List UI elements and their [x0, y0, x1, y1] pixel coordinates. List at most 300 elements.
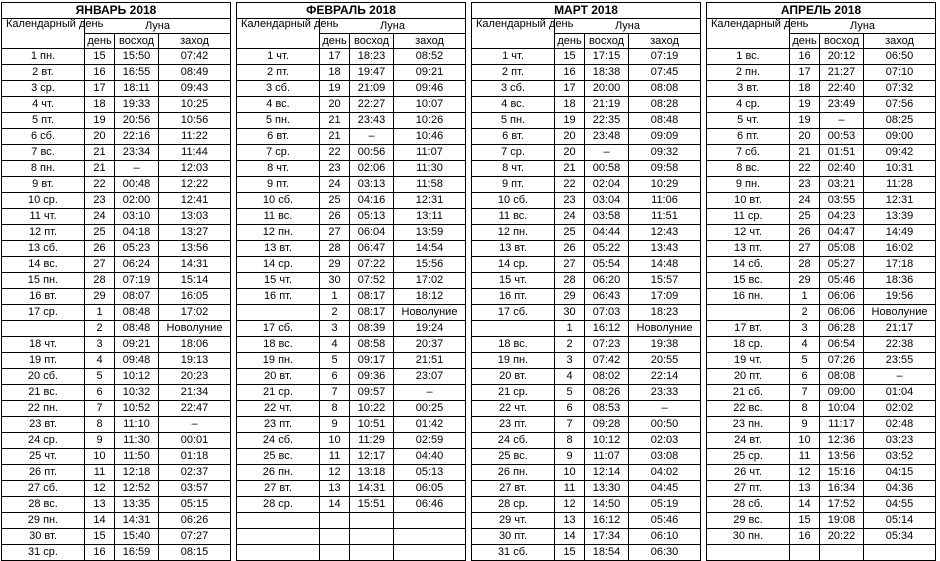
moonset-cell: 11:51 — [629, 209, 701, 225]
moonset-cell: 11:58 — [394, 177, 466, 193]
moonrise-cell — [350, 513, 394, 529]
calendar-day-cell: 8 вс. — [707, 161, 790, 177]
moonrise-cell: 06:06 — [820, 289, 864, 305]
calendar-day-cell: 9 вт. — [2, 177, 85, 193]
moonset-cell: 02:02 — [864, 401, 936, 417]
calendar-day-cell: 17 вт. — [707, 321, 790, 337]
table-row — [2, 177, 231, 193]
table-row — [472, 241, 701, 257]
moon-day-cell: 4 — [85, 353, 115, 369]
moonrise-cell: 09:36 — [350, 369, 394, 385]
moon-day-cell: 5 — [790, 353, 820, 369]
moonrise-cell: 16:55 — [115, 65, 159, 81]
calendar-day-cell: 27 вт. — [237, 481, 320, 497]
moonrise-cell: 11:50 — [115, 449, 159, 465]
moonset-cell: 21:34 — [159, 385, 231, 401]
moonset-cell: 23:07 — [394, 369, 466, 385]
moonrise-cell: 16:12 — [585, 321, 629, 337]
calendar-day-cell: 15 чт. — [472, 273, 555, 289]
calendar-day-cell: 24 сб. — [237, 433, 320, 449]
calendar-day-cell: 30 вт. — [2, 529, 85, 545]
table-row — [472, 257, 701, 273]
moon-day-cell: 19 — [320, 81, 350, 97]
calendar-day-cell: 8 пн. — [2, 161, 85, 177]
table-row — [2, 529, 231, 545]
moonrise-cell: 10:12 — [115, 369, 159, 385]
moonset-cell: 09:00 — [864, 129, 936, 145]
moon-day-cell: 21 — [555, 161, 585, 177]
moonrise-cell: 21:27 — [820, 65, 864, 81]
moon-header: Луна — [790, 19, 936, 34]
table-row — [472, 433, 701, 449]
moon-day-cell: 2 — [85, 321, 115, 337]
table-row — [2, 545, 231, 561]
calendar-day-cell: 17 сб. — [472, 305, 555, 321]
table-row — [237, 481, 466, 497]
table-row — [237, 369, 466, 385]
table-row — [707, 65, 936, 81]
moon-day-cell: 13 — [85, 497, 115, 513]
moonrise-cell: 06:28 — [820, 321, 864, 337]
calendar-day-cell: 17 сб. — [237, 321, 320, 337]
moonrise-cell: 04:23 — [820, 209, 864, 225]
moon-day-cell: 19 — [790, 113, 820, 129]
moon-day-cell: 30 — [555, 305, 585, 321]
moon-day-cell: 8 — [555, 433, 585, 449]
moonrise-cell: 22:35 — [585, 113, 629, 129]
moon-day-cell: 3 — [320, 321, 350, 337]
moonset-cell: 11:28 — [864, 177, 936, 193]
moon-day-cell: 8 — [320, 401, 350, 417]
month-block — [471, 2, 700, 561]
moonrise-cell: 12:14 — [585, 465, 629, 481]
moon-day-cell: 12 — [85, 481, 115, 497]
moonset-cell: 05:46 — [629, 513, 701, 529]
moonset-cell: 13:43 — [629, 241, 701, 257]
moonset-cell: – — [864, 369, 936, 385]
month-table — [706, 2, 936, 561]
table-row — [472, 369, 701, 385]
calendar-day-cell: 10 вт. — [707, 193, 790, 209]
moon-header: Луна — [85, 19, 231, 34]
moonset-cell: 19:13 — [159, 353, 231, 369]
moonrise-cell: 18:54 — [585, 545, 629, 561]
moon-day-cell: 14 — [790, 497, 820, 513]
moonrise-cell: 08:02 — [585, 369, 629, 385]
moon-day-cell: 5 — [85, 369, 115, 385]
moonrise-cell: 18:11 — [115, 81, 159, 97]
moon-day-cell: 5 — [320, 353, 350, 369]
moonrise-cell: 05:23 — [115, 241, 159, 257]
calendar-day-cell: 11 вс. — [472, 209, 555, 225]
calendar-day-cell: 16 пт. — [237, 289, 320, 305]
calendar-day-cell: 3 сб. — [237, 81, 320, 97]
table-row — [2, 337, 231, 353]
table-row — [2, 481, 231, 497]
moonset-cell: 18:36 — [864, 273, 936, 289]
moonrise-cell: 18:23 — [350, 49, 394, 65]
moonset-cell: 21:17 — [864, 321, 936, 337]
moon-day-cell: 16 — [555, 65, 585, 81]
moonset-cell: 19:24 — [394, 321, 466, 337]
moonset-cell: 10:07 — [394, 97, 466, 113]
moonrise-cell: 06:06 — [820, 305, 864, 321]
moonset-cell: 05:13 — [394, 465, 466, 481]
moon-day-cell: 20 — [790, 129, 820, 145]
table-row — [707, 433, 936, 449]
moonset-cell: 09:21 — [394, 65, 466, 81]
moon-day-cell: 11 — [555, 481, 585, 497]
calendar-day-cell: 14 ср. — [472, 257, 555, 273]
calendar-day-cell: 20 вт. — [237, 369, 320, 385]
moon-day-cell: 15 — [790, 513, 820, 529]
calendar-day-cell: 25 чт. — [2, 449, 85, 465]
moonset-cell — [864, 545, 936, 561]
moonset-cell: 08:15 — [159, 545, 231, 561]
calendar-day-cell: 29 вс. — [707, 513, 790, 529]
moonrise-cell: 15:51 — [350, 497, 394, 513]
moonset-cell: 02:03 — [629, 433, 701, 449]
table-row — [237, 81, 466, 97]
calendar-day-cell: 2 пт. — [472, 65, 555, 81]
moonrise-cell: 18:38 — [585, 65, 629, 81]
table-row — [707, 417, 936, 433]
calendar-day-cell: 2 пт. — [237, 65, 320, 81]
moonrise-cell: 08:48 — [115, 305, 159, 321]
table-row — [472, 193, 701, 209]
calendar-day-cell: 28 ср. — [472, 497, 555, 513]
calendar-day-cell: 21 ср. — [472, 385, 555, 401]
moonrise-cell: 21:19 — [585, 97, 629, 113]
calendar-day-cell: 18 вс. — [237, 337, 320, 353]
calendar-day-cell: 26 пн. — [472, 465, 555, 481]
moon-day-cell: 25 — [85, 225, 115, 241]
moonset-cell: 00:01 — [159, 433, 231, 449]
table-row — [707, 129, 936, 145]
moon-day-cell: 24 — [320, 177, 350, 193]
moonset-cell: 00:50 — [629, 417, 701, 433]
calendar-day-cell: 1 вс. — [707, 49, 790, 65]
calendar-day-header: Календарный день — [472, 19, 555, 49]
calendar-day-cell: 11 чт. — [2, 209, 85, 225]
moonset-cell: 20:37 — [394, 337, 466, 353]
moonrise-cell: 00:58 — [585, 161, 629, 177]
moon-day-cell: 25 — [555, 225, 585, 241]
month-rows — [2, 49, 231, 561]
table-row — [2, 97, 231, 113]
calendar-day-cell — [237, 513, 320, 529]
moon-day-cell: 20 — [555, 129, 585, 145]
moon-day-cell — [320, 513, 350, 529]
moon-day-cell — [320, 545, 350, 561]
moonrise-cell: 09:00 — [820, 385, 864, 401]
moon-day-cell: 8 — [85, 417, 115, 433]
table-row — [237, 209, 466, 225]
table-row — [237, 193, 466, 209]
moonrise-cell: 20:12 — [820, 49, 864, 65]
moonset-cell: 12:31 — [394, 193, 466, 209]
moonset-cell: 03:57 — [159, 481, 231, 497]
table-row — [707, 97, 936, 113]
moon-day-cell: 16 — [790, 49, 820, 65]
moonset-cell: 12:43 — [629, 225, 701, 241]
table-row — [707, 497, 936, 513]
table-row — [707, 529, 936, 545]
moon-day-cell: 21 — [85, 145, 115, 161]
moon-day-cell: 10 — [85, 449, 115, 465]
moon-day-cell: 17 — [790, 65, 820, 81]
moon-day-header: день — [555, 34, 585, 49]
calendar-day-cell: 31 сб. — [472, 545, 555, 561]
moonset-cell: 00:25 — [394, 401, 466, 417]
moonset-cell: 16:02 — [864, 241, 936, 257]
calendar-day-cell: 14 вс. — [2, 257, 85, 273]
moonrise-cell: 03:10 — [115, 209, 159, 225]
calendar-day-cell: 24 сб. — [472, 433, 555, 449]
calendar-day-cell: 7 сб. — [707, 145, 790, 161]
calendar-day-cell: 31 ср. — [2, 545, 85, 561]
moonrise-cell: 06:24 — [115, 257, 159, 273]
moonset-cell: 03:52 — [864, 449, 936, 465]
moon-day-header: день — [85, 34, 115, 49]
moonrise-cell: – — [350, 129, 394, 145]
moonset-cell: 07:42 — [159, 49, 231, 65]
calendar-day-cell — [472, 321, 555, 337]
calendar-day-cell: 16 пт. — [472, 289, 555, 305]
calendar-day-cell: 2 вт. — [2, 65, 85, 81]
moonrise-cell: 17:15 — [585, 49, 629, 65]
table-row — [2, 193, 231, 209]
moonset-cell: 19:38 — [629, 337, 701, 353]
moonset-cell: 20:55 — [629, 353, 701, 369]
calendar-day-cell: 13 пт. — [707, 241, 790, 257]
table-row — [2, 385, 231, 401]
moon-day-cell: 13 — [320, 481, 350, 497]
table-row — [472, 385, 701, 401]
moon-day-cell: 27 — [790, 241, 820, 257]
moon-day-cell: 12 — [555, 497, 585, 513]
table-row — [237, 337, 466, 353]
moonrise-cell: 22:40 — [820, 81, 864, 97]
moonset-cell: 12:03 — [159, 161, 231, 177]
moonset-cell: 01:42 — [394, 417, 466, 433]
moonrise-cell: 00:48 — [115, 177, 159, 193]
moonset-cell: 12:41 — [159, 193, 231, 209]
moonset-cell: 10:25 — [159, 97, 231, 113]
moonset-cell: 07:32 — [864, 81, 936, 97]
moon-day-cell: 23 — [555, 193, 585, 209]
calendar-day-cell: 1 пн. — [2, 49, 85, 65]
moonset-cell: 10:46 — [394, 129, 466, 145]
calendar-day-header: Календарный день — [237, 19, 320, 49]
moon-day-cell: 26 — [790, 225, 820, 241]
table-row — [2, 513, 231, 529]
moon-day-cell: 11 — [790, 449, 820, 465]
moonset-cell: 04:15 — [864, 465, 936, 481]
month-block — [236, 2, 465, 561]
calendar-day-cell: 26 чт. — [707, 465, 790, 481]
moon-day-cell: 4 — [790, 337, 820, 353]
calendar-day-cell: 17 ср. — [2, 305, 85, 321]
moonrise-cell: 23:34 — [115, 145, 159, 161]
table-row — [237, 177, 466, 193]
moonrise-cell: 02:04 — [585, 177, 629, 193]
moonset-cell: 11:30 — [394, 161, 466, 177]
table-row — [707, 177, 936, 193]
moonrise-cell: 14:31 — [115, 513, 159, 529]
moonrise-cell: 23:43 — [350, 113, 394, 129]
calendar-day-cell: 24 ср. — [2, 433, 85, 449]
moonrise-cell: 03:21 — [820, 177, 864, 193]
month-block — [1, 2, 230, 561]
table-row — [472, 177, 701, 193]
moonrise-cell: 04:16 — [350, 193, 394, 209]
moonset-cell: 05:14 — [864, 513, 936, 529]
moonrise-cell: 16:59 — [115, 545, 159, 561]
moonset-cell: – — [159, 417, 231, 433]
table-row — [237, 65, 466, 81]
moonset-cell: Новолуние — [864, 305, 936, 321]
moon-day-cell: 29 — [320, 257, 350, 273]
table-row — [237, 161, 466, 177]
month-rows — [237, 49, 466, 561]
calendar-day-header: Календарный день — [2, 19, 85, 49]
moonset-cell: 13:39 — [864, 209, 936, 225]
table-row — [707, 289, 936, 305]
calendar-day-cell: 19 чт. — [707, 353, 790, 369]
table-row — [237, 497, 466, 513]
moonrise-cell: 05:22 — [585, 241, 629, 257]
moon-day-cell: 23 — [320, 161, 350, 177]
calendar-day-cell: 28 сб. — [707, 497, 790, 513]
moon-day-cell: 17 — [85, 81, 115, 97]
moon-day-cell: 4 — [320, 337, 350, 353]
calendar-day-cell — [237, 305, 320, 321]
moon-day-cell: 27 — [555, 257, 585, 273]
moon-day-cell: 29 — [790, 273, 820, 289]
calendar-day-cell — [237, 545, 320, 561]
moon-day-cell: 15 — [555, 545, 585, 561]
table-row — [707, 81, 936, 97]
calendar-day-cell: 10 сб. — [472, 193, 555, 209]
table-row — [472, 417, 701, 433]
table-row — [472, 289, 701, 305]
moonrise-cell: 11:10 — [115, 417, 159, 433]
moonset-cell: 06:10 — [629, 529, 701, 545]
table-row — [2, 433, 231, 449]
calendar-day-cell: 21 вс. — [2, 385, 85, 401]
moonrise-cell: 11:30 — [115, 433, 159, 449]
table-row — [707, 305, 936, 321]
moonset-cell: 02:59 — [394, 433, 466, 449]
calendar-day-cell: 4 вс. — [237, 97, 320, 113]
moonrise-cell: 10:32 — [115, 385, 159, 401]
table-row — [2, 209, 231, 225]
calendar-day-cell: 28 вс. — [2, 497, 85, 513]
moonset-cell: 08:52 — [394, 49, 466, 65]
moonset-cell: 14:54 — [394, 241, 466, 257]
moon-day-cell: 29 — [85, 289, 115, 305]
moonrise-cell: 10:04 — [820, 401, 864, 417]
moonset-cell: 13:56 — [159, 241, 231, 257]
moonrise-header: восход — [585, 34, 629, 49]
moonset-cell: 18:12 — [394, 289, 466, 305]
moonset-cell: 17:18 — [864, 257, 936, 273]
moonset-cell: 06:05 — [394, 481, 466, 497]
calendar-day-cell — [2, 321, 85, 337]
table-row — [472, 353, 701, 369]
moonset-cell: 19:56 — [864, 289, 936, 305]
moon-day-cell: 2 — [555, 337, 585, 353]
moonrise-cell: 21:09 — [350, 81, 394, 97]
moonrise-cell: 14:31 — [350, 481, 394, 497]
calendar-day-cell: 3 ср. — [2, 81, 85, 97]
moonrise-cell: 11:07 — [585, 449, 629, 465]
moonset-cell: 09:46 — [394, 81, 466, 97]
moonrise-cell: 11:29 — [350, 433, 394, 449]
moonrise-cell: 08:07 — [115, 289, 159, 305]
moon-day-cell: 3 — [790, 321, 820, 337]
table-row — [237, 129, 466, 145]
calendar-day-cell: 5 пт. — [2, 113, 85, 129]
moon-day-cell: 20 — [555, 145, 585, 161]
month-block — [706, 2, 935, 561]
moonrise-cell: 07:03 — [585, 305, 629, 321]
moon-day-cell: 3 — [555, 353, 585, 369]
calendar-day-cell: 27 сб. — [2, 481, 85, 497]
moon-day-cell: 22 — [790, 161, 820, 177]
table-row — [707, 241, 936, 257]
moon-day-cell: 1 — [320, 289, 350, 305]
moonset-cell: 23:55 — [864, 353, 936, 369]
calendar-day-cell: 7 ср. — [472, 145, 555, 161]
moonset-cell: 17:02 — [159, 305, 231, 321]
moonrise-cell: – — [585, 145, 629, 161]
moonset-cell: – — [394, 385, 466, 401]
table-row — [472, 465, 701, 481]
moon-day-cell: 23 — [85, 193, 115, 209]
moonrise-cell: 08:26 — [585, 385, 629, 401]
moon-day-cell: 7 — [85, 401, 115, 417]
moonrise-cell — [350, 545, 394, 561]
calendar-day-cell: 13 сб. — [2, 241, 85, 257]
calendar-day-cell: 8 чт. — [237, 161, 320, 177]
moonset-cell: 22:14 — [629, 369, 701, 385]
moon-day-cell: 26 — [85, 241, 115, 257]
moonset-cell: 09:58 — [629, 161, 701, 177]
table-row — [707, 273, 936, 289]
moonset-cell: 13:11 — [394, 209, 466, 225]
moonset-cell: 17:09 — [629, 289, 701, 305]
moon-day-cell: 22 — [85, 177, 115, 193]
moonset-cell: 08:28 — [629, 97, 701, 113]
moonrise-cell: 00:53 — [820, 129, 864, 145]
calendar-day-cell: 23 пт. — [237, 417, 320, 433]
table-row — [707, 209, 936, 225]
moon-day-cell: 18 — [555, 97, 585, 113]
table-row — [707, 193, 936, 209]
calendar-day-cell: 1 чт. — [237, 49, 320, 65]
table-row — [472, 129, 701, 145]
table-row — [237, 305, 466, 321]
calendar-day-cell: 29 пн. — [2, 513, 85, 529]
month-title: МАРТ 2018 — [472, 3, 701, 19]
table-row — [237, 321, 466, 337]
moon-day-cell: 21 — [320, 129, 350, 145]
calendar-day-cell: 3 сб. — [472, 81, 555, 97]
moonrise-cell — [350, 529, 394, 545]
table-row — [472, 225, 701, 241]
